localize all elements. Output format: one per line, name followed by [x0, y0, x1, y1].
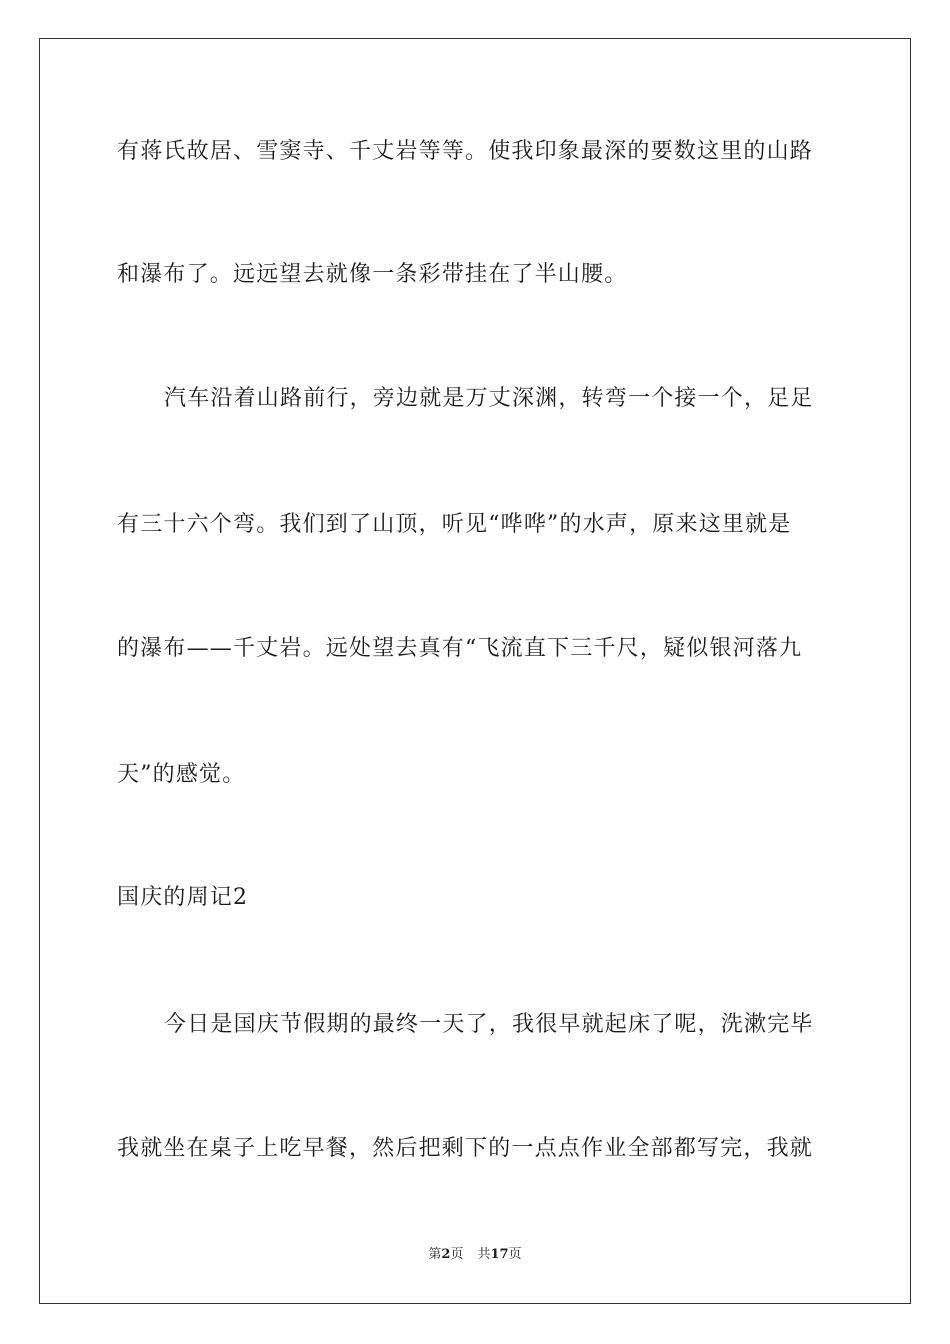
- section-heading: 国庆的周记2: [117, 885, 249, 910]
- text-line-3: 汽车沿着山路前行，旁边就是万丈深渊，转弯一个接一个，足足: [164, 386, 814, 411]
- footer-page-suffix: 页: [450, 1247, 464, 1262]
- text-line-4: 有三十六个弯。我们到了山顶，听见“哗哗”的水声，原来这里就是: [117, 512, 792, 537]
- text-line-2: 和瀑布了。远远望去就像一条彩带挂在了半山腰。: [117, 262, 628, 287]
- text-line-1: 有蒋氏故居、雪窦寺、千丈岩等等。使我印象最深的要数这里的山路: [117, 139, 814, 164]
- footer-total-prefix: 共: [477, 1247, 491, 1262]
- page-footer: [0, 1246, 950, 1264]
- text-line-5: 的瀑布——千丈岩。远处望去真有“飞流直下三千尺，疑似银河落九: [117, 636, 803, 661]
- text-line-6: 天”的感觉。: [117, 762, 246, 787]
- text-line-8: 今日是国庆节假期的最终一天了，我很早就起床了呢，洗漱完毕: [164, 1012, 814, 1037]
- footer-page-number: 2: [441, 1247, 451, 1262]
- footer-page-prefix: 第: [428, 1247, 442, 1262]
- page-border: [39, 38, 911, 1304]
- text-line-9: 我就坐在桌子上吃早餐，然后把剩下的一点点作业全部都写完，我就: [117, 1136, 814, 1161]
- footer-total-suffix: 页: [508, 1247, 522, 1262]
- footer-total-pages: 17: [490, 1247, 509, 1262]
